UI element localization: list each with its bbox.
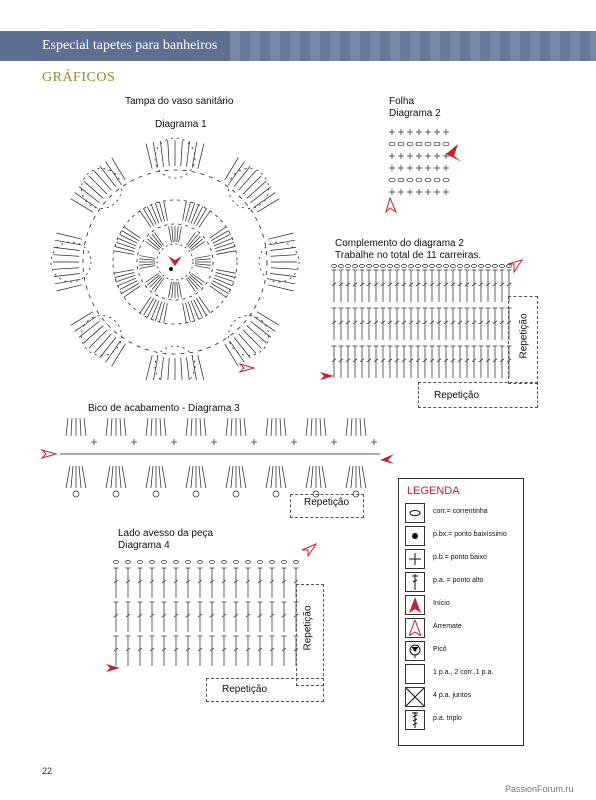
header-banner	[0, 31, 596, 61]
empty-square-icon	[405, 664, 425, 684]
diagram2-chart	[370, 122, 470, 218]
legend-title: LEGENDA	[407, 485, 460, 497]
crossed-square-icon	[405, 687, 425, 707]
watermark: PassionForum.ru	[505, 784, 574, 794]
legend-item: p.a. triplo	[405, 710, 517, 730]
legend-item: corr.= correntinha	[405, 503, 517, 523]
diagram4-repeat-h-label: Repetição	[222, 684, 268, 695]
header-title: Especial tapetes para banheiros	[42, 38, 218, 53]
diagram2-subtitle: Diagrama 2	[389, 108, 441, 119]
plus-icon	[405, 549, 425, 569]
start-arrow-icon	[405, 595, 425, 615]
legend-item: p.a. = ponto alto	[405, 572, 517, 592]
start-arrow-icon	[106, 664, 120, 672]
finish-arrow-icon	[42, 450, 56, 458]
section-title: GRÁFICOS	[42, 70, 116, 85]
diagram4-chart	[104, 540, 328, 690]
diagram1-title: Tampa do vaso sanitário	[125, 96, 234, 107]
finish-arrow-icon	[405, 618, 425, 638]
picot-icon	[405, 641, 425, 661]
diagram1-subtitle: Diagrama 1	[155, 119, 207, 130]
legend-item: 1 p.a., 2 corr.,1 p.a.	[405, 664, 517, 684]
diagram3-repeat-label: Repetição	[304, 497, 350, 508]
finish-arrow-icon	[302, 544, 316, 556]
legend-item: Início	[405, 595, 517, 615]
banner-pattern	[230, 31, 596, 61]
diagram3-chart	[40, 414, 396, 500]
diagram1-chart	[44, 132, 308, 380]
complement-repeat-v-label: Repetição	[518, 313, 530, 359]
finish-arrow-icon	[386, 198, 396, 212]
diagram4-repeat-v-label: Repetição	[302, 605, 314, 651]
legend-item: Picô	[405, 641, 517, 661]
finish-arrow-icon	[240, 364, 254, 372]
legend-item: p.bx.= ponto baixíssimo	[405, 526, 517, 546]
start-arrow-icon	[320, 372, 334, 380]
complement-repeat-h-label: Repetição	[434, 390, 480, 401]
complement-title: Complemento do diagrama 2	[335, 238, 464, 249]
start-arrow-icon	[380, 454, 394, 464]
tall-stitch-icon	[405, 572, 425, 592]
diagram2-title: Folha	[389, 96, 415, 107]
page-number: 22	[42, 766, 53, 776]
triple-stitch-icon	[405, 710, 425, 730]
legend-item: p.b.= ponto baixo	[405, 549, 517, 569]
diagram4-title: Lado avesso da peça	[118, 528, 214, 539]
legend	[398, 478, 524, 746]
legend-item: Arremate	[405, 618, 517, 638]
chain-oval-icon	[405, 503, 425, 523]
start-arrow-icon	[446, 144, 462, 162]
diagram3-title: Bico de acabamento - Diagrama 3	[88, 403, 240, 414]
start-arrow-icon	[168, 256, 182, 266]
legend-item: 4 p.a. juntos	[405, 687, 517, 707]
complement-subtitle: Trabalhe no total de 11 carreiras.	[335, 250, 482, 261]
dot-icon	[405, 526, 425, 546]
diagram4-subtitle: Diagrama 4	[118, 540, 170, 551]
